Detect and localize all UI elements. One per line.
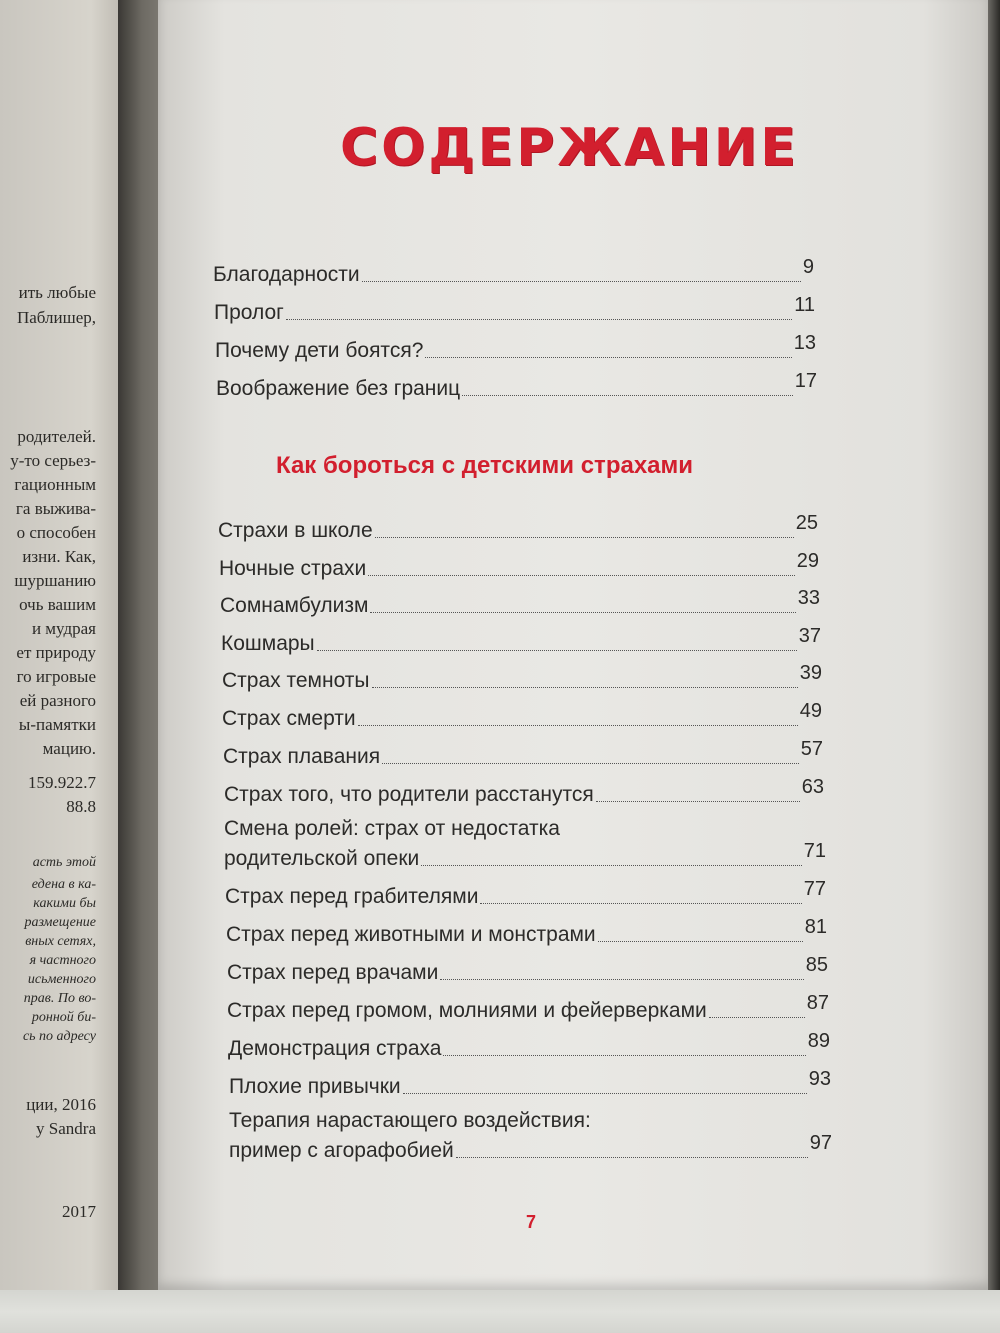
dot-leader [598,941,803,942]
dot-leader [462,395,793,396]
toc-entry-label: Страх того, что родители расстанутся [224,783,594,806]
previous-page-line: родителей. [17,427,96,446]
toc-entry-label: пример с агорафобией [229,1139,454,1162]
toc-entry-label-line1: Терапия нарастающего воздействия: [229,1109,591,1132]
previous-page-line: шуршанию [14,571,96,590]
previous-page-line: едена в ка- [31,877,96,892]
dot-leader [403,1093,807,1094]
toc-entry-page: 37 [798,625,821,647]
previous-page-line: прав. По во- [23,991,96,1006]
toc-entry [216,370,817,402]
toc-entry-page: 57 [800,738,823,760]
previous-page-line: 2017 [62,1202,96,1221]
toc-entry-label: Страх плавания [223,745,381,768]
toc-entry-label: Пролог [214,301,284,324]
toc-entry-label: Страхи в школе [218,519,373,542]
previous-page-line: гационным [14,475,96,494]
toc-entry [214,294,815,326]
toc-entry [228,1030,830,1062]
previous-page-line: исьменного [27,972,96,987]
previous-page-line: очь вашим [19,595,96,614]
toc-entry-page: 13 [793,332,816,354]
toc-entry-label: Кошмары [221,632,315,655]
toc-entry-label: Демонстрация страха [228,1037,442,1060]
toc-entry [224,776,824,808]
dot-leader [480,903,801,904]
toc-entry [227,954,828,986]
toc-entry-page: 9 [802,256,814,278]
toc-entry [226,916,827,948]
dot-leader [286,319,792,320]
toc-entry [220,587,820,619]
toc-entry-page: 29 [796,550,819,572]
previous-page-line: ции, 2016 [26,1095,96,1114]
toc-entry-label: Страх темноты [222,669,370,692]
toc-entry-page: 39 [799,662,822,684]
toc-entry-page: 11 [794,294,815,316]
toc-entry [221,625,821,657]
previous-page-line: и мудрая [31,619,96,638]
toc-entry [213,256,814,288]
previous-page-line: ить любые [18,283,96,302]
previous-page-line: ет природу [16,643,96,662]
toc-entry [224,817,826,872]
toc-entry-label: Страх перед громом, молниями и фейерверками [227,999,707,1022]
toc-entry-label: Благодарности [213,263,360,286]
toc-entry-label: Сомнамбулизм [220,594,369,617]
previous-page-line: о способен [16,523,96,542]
previous-page-line: у-то серьез- [10,451,96,470]
toc-entry [229,1109,832,1164]
toc-entry-label: Страх перед грабителями [225,885,479,908]
previous-page-line: y Sandra [36,1119,96,1138]
previous-page-line: мацию. [42,739,96,758]
previous-page-line: го игровые [16,667,96,686]
dot-leader [440,979,803,980]
previous-page-line: 88.8 [66,797,96,816]
toc-entry-page: 77 [803,878,826,900]
toc-entry [222,662,822,694]
toc-entry [218,512,818,544]
toc-entry [229,1068,831,1100]
previous-page-line: вных сетях, [25,934,96,949]
dot-leader [596,801,800,802]
toc-entry-label: Ночные страхи [219,557,367,580]
toc-entry-page: 49 [799,700,822,722]
previous-page-line: я частного [29,953,96,968]
toc-entry-label: Плохие привычки [229,1075,401,1098]
toc-entry-label: Воображение без границ [216,377,461,400]
dot-leader [709,1017,805,1018]
dot-leader [358,725,798,726]
toc-entry-page: 71 [803,840,826,862]
previous-page-line: ы-памятки [18,715,96,734]
toc-entry-label-line1: Смена ролей: страх от недостатка [224,817,560,840]
previous-page-line: Паблишер, [16,308,96,327]
previous-page-line: изни. Как, [22,547,96,566]
page-number: 7 [526,1212,537,1232]
toc-entry-page: 81 [804,916,827,938]
previous-page-line: ей разного [19,691,96,710]
toc-entry [215,332,816,364]
dot-leader [317,650,797,651]
toc-entry-page: 85 [805,954,828,976]
toc-entry-page: 33 [797,587,820,609]
toc-entry-label: Страх перед врачами [227,961,439,984]
toc-entry-page: 63 [801,776,824,798]
dot-leader [421,865,801,866]
previous-page-line: размещение [24,915,96,930]
dot-leader [370,612,795,613]
previous-page [0,0,130,1290]
toc-entry [223,738,823,770]
section-heading: Как бороться с детскими страхами [276,452,694,479]
previous-page-line: га выжива- [15,499,96,518]
toc-entry-label: Страх смерти [222,707,356,730]
previous-page-line: ронной би- [31,1010,96,1025]
toc-entry-page: 87 [806,992,829,1014]
dot-leader [375,537,794,538]
page-title: СОДЕРЖАНИЕ [340,118,799,178]
previous-page-line: какими бы [33,896,96,911]
dot-leader [382,763,799,764]
toc-entry-label: Страх перед животными и монстрами [226,923,596,946]
toc-entry-page: 97 [809,1132,832,1154]
toc-entry [222,700,822,732]
toc-entry-page: 93 [808,1068,831,1090]
dot-leader [456,1157,808,1158]
toc-entry [227,992,829,1024]
previous-page-line: асть этой [32,855,96,870]
previous-page-line: сь по адресу [22,1029,96,1044]
toc-entry-page: 17 [794,370,817,392]
toc-entry-page: 25 [795,512,818,534]
dot-leader [443,1055,805,1056]
toc-entry-label: Почему дети боятся? [215,339,424,362]
toc-entry-label: родительской опеки [224,847,420,870]
page-edge [988,0,1000,1290]
toc-entry [225,878,826,910]
toc-entry [219,550,819,582]
dot-leader [362,281,801,282]
toc-entry-page: 89 [807,1030,830,1052]
dot-leader [425,357,791,358]
dot-leader [368,575,795,576]
previous-page-line: 159.922.7 [28,773,96,792]
dot-leader [372,687,798,688]
